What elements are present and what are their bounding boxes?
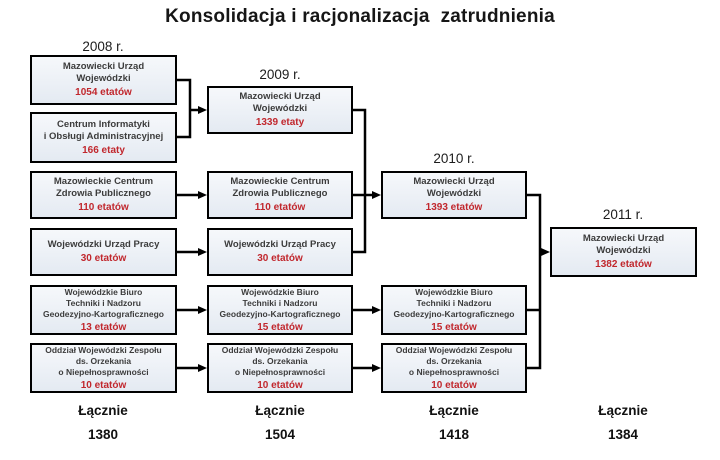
org-name-line: Wojewódzki bbox=[76, 73, 131, 84]
box-muw-2009 bbox=[207, 86, 353, 134]
total-value: 1384 bbox=[607, 427, 639, 442]
org-name-line: Wojewódzki bbox=[596, 245, 651, 256]
box-mczp-2008 bbox=[30, 171, 177, 219]
total-2009 bbox=[220, 403, 340, 442]
fte-count: 10 etatów bbox=[80, 379, 127, 391]
org-name-line: ds. Orzekania bbox=[75, 355, 132, 366]
org-name-line: Geodezyjno-Kartograficznego bbox=[43, 308, 164, 319]
fte-count: 13 etatów bbox=[80, 321, 127, 333]
fte-count: 1382 etatów bbox=[595, 259, 652, 270]
total-value: 1380 bbox=[87, 427, 119, 442]
bracket-2009-merge bbox=[353, 110, 365, 252]
year-label-2009: 2009 r. bbox=[259, 67, 301, 82]
fte-count: 15 etatów bbox=[431, 321, 477, 333]
total-2010 bbox=[394, 403, 514, 442]
org-name-line: o Niepełnosprawności bbox=[58, 366, 149, 377]
org-name-line: Zdrowia Publicznego bbox=[232, 188, 328, 199]
total-label: Łącznie bbox=[598, 403, 648, 418]
org-name-line: Mazowiecki Urząd bbox=[582, 233, 665, 244]
total-value: 1418 bbox=[438, 427, 470, 442]
org-name-line: Wojewódzkie Biuro bbox=[415, 286, 493, 297]
fte-count: 1339 etaty bbox=[255, 117, 305, 128]
slide-title: Konsolidacja i racjonalizacja zatrudnienia bbox=[165, 6, 555, 27]
box-biuro-geodezyjne-2009 bbox=[207, 285, 353, 335]
org-name-line: Techniki i Nadzoru bbox=[242, 297, 318, 308]
fte-count: 110 etatów bbox=[78, 202, 129, 213]
fte-count: 10 etatów bbox=[431, 379, 477, 391]
org-name-line: Wojewódzki bbox=[252, 103, 308, 114]
box-muw-2011 bbox=[550, 227, 697, 277]
year-label-2010: 2010 r. bbox=[433, 151, 475, 166]
fte-count: 1393 etatów bbox=[425, 202, 483, 213]
org-name-line: Wojewódzki Urząd Pracy bbox=[224, 239, 336, 250]
box-mczp-2009 bbox=[207, 171, 353, 219]
box-oddzial-orzekania-2009 bbox=[207, 343, 353, 393]
total-2008 bbox=[43, 403, 163, 442]
bracket-2010-merge bbox=[527, 195, 540, 368]
total-2011 bbox=[563, 403, 683, 442]
org-name-line: i Obsługi Administracyjnej bbox=[43, 130, 164, 142]
org-name-line: Mazowieckie Centrum bbox=[230, 176, 330, 187]
fte-count: 110 etatów bbox=[254, 202, 306, 213]
box-muw-2008 bbox=[30, 55, 177, 105]
total-label: Łącznie bbox=[255, 403, 305, 418]
org-name-line: o Niepełnosprawności bbox=[408, 366, 500, 377]
year-label-2011: 2011 r. bbox=[602, 207, 644, 222]
org-name-line: Geodezyjno-Kartograficznego bbox=[393, 308, 515, 319]
org-name-line: Wojewódzki Urząd Pracy bbox=[47, 239, 160, 250]
org-name-line: Wojewódzki bbox=[426, 188, 482, 199]
org-name-line: Centrum Informatyki bbox=[57, 118, 150, 130]
org-name-line: Mazowiecki Urząd bbox=[62, 61, 145, 72]
org-name-line: Mazowiecki Urząd bbox=[239, 91, 321, 102]
fte-count: 15 etatów bbox=[257, 321, 303, 333]
org-name-line: Oddział Wojewódzki Zespołu bbox=[395, 344, 513, 355]
box-oddzial-orzekania-2008 bbox=[30, 343, 177, 393]
bracket-2008-merge bbox=[177, 80, 190, 137]
box-biuro-geodezyjne-2010 bbox=[381, 285, 527, 335]
box-centrum-informatyki-2008 bbox=[30, 112, 177, 163]
total-label: Łącznie bbox=[78, 403, 128, 418]
total-label: Łącznie bbox=[429, 403, 479, 418]
org-name-line: Techniki i Nadzoru bbox=[416, 297, 492, 308]
org-name-line: ds. Orzekania bbox=[252, 355, 308, 366]
fte-count: 30 etatów bbox=[257, 253, 303, 264]
org-name-line: Mazowieckie Centrum bbox=[53, 176, 154, 187]
fte-count: 1054 etatów bbox=[75, 87, 132, 98]
box-wup-2009 bbox=[207, 228, 353, 276]
org-name-line: Geodezyjno-Kartograficznego bbox=[219, 308, 341, 319]
box-biuro-geodezyjne-2008 bbox=[30, 285, 177, 335]
box-oddzial-orzekania-2010 bbox=[381, 343, 527, 393]
total-value: 1504 bbox=[264, 427, 296, 442]
org-name-line: Wojewódzkie Biuro bbox=[64, 286, 143, 297]
org-name-line: Oddział Wojewódzki Zespołu bbox=[45, 344, 162, 355]
org-name-line: Oddział Wojewódzki Zespołu bbox=[221, 344, 339, 355]
org-name-line: ds. Orzekania bbox=[426, 355, 482, 366]
org-name-line: Mazowiecki Urząd bbox=[413, 176, 495, 187]
fte-count: 30 etatów bbox=[80, 253, 127, 264]
box-muw-2010 bbox=[381, 171, 527, 219]
org-name-line: o Niepełnosprawności bbox=[234, 366, 326, 377]
fte-count: 10 etatów bbox=[257, 379, 303, 391]
org-name-line: Zdrowia Publicznego bbox=[55, 188, 151, 199]
org-name-line: Wojewódzkie Biuro bbox=[241, 286, 319, 297]
box-wup-2008 bbox=[30, 228, 177, 276]
fte-count: 166 etaty bbox=[82, 144, 125, 156]
year-label-2008: 2008 r. bbox=[82, 39, 124, 54]
org-name-line: Techniki i Nadzoru bbox=[66, 297, 141, 308]
